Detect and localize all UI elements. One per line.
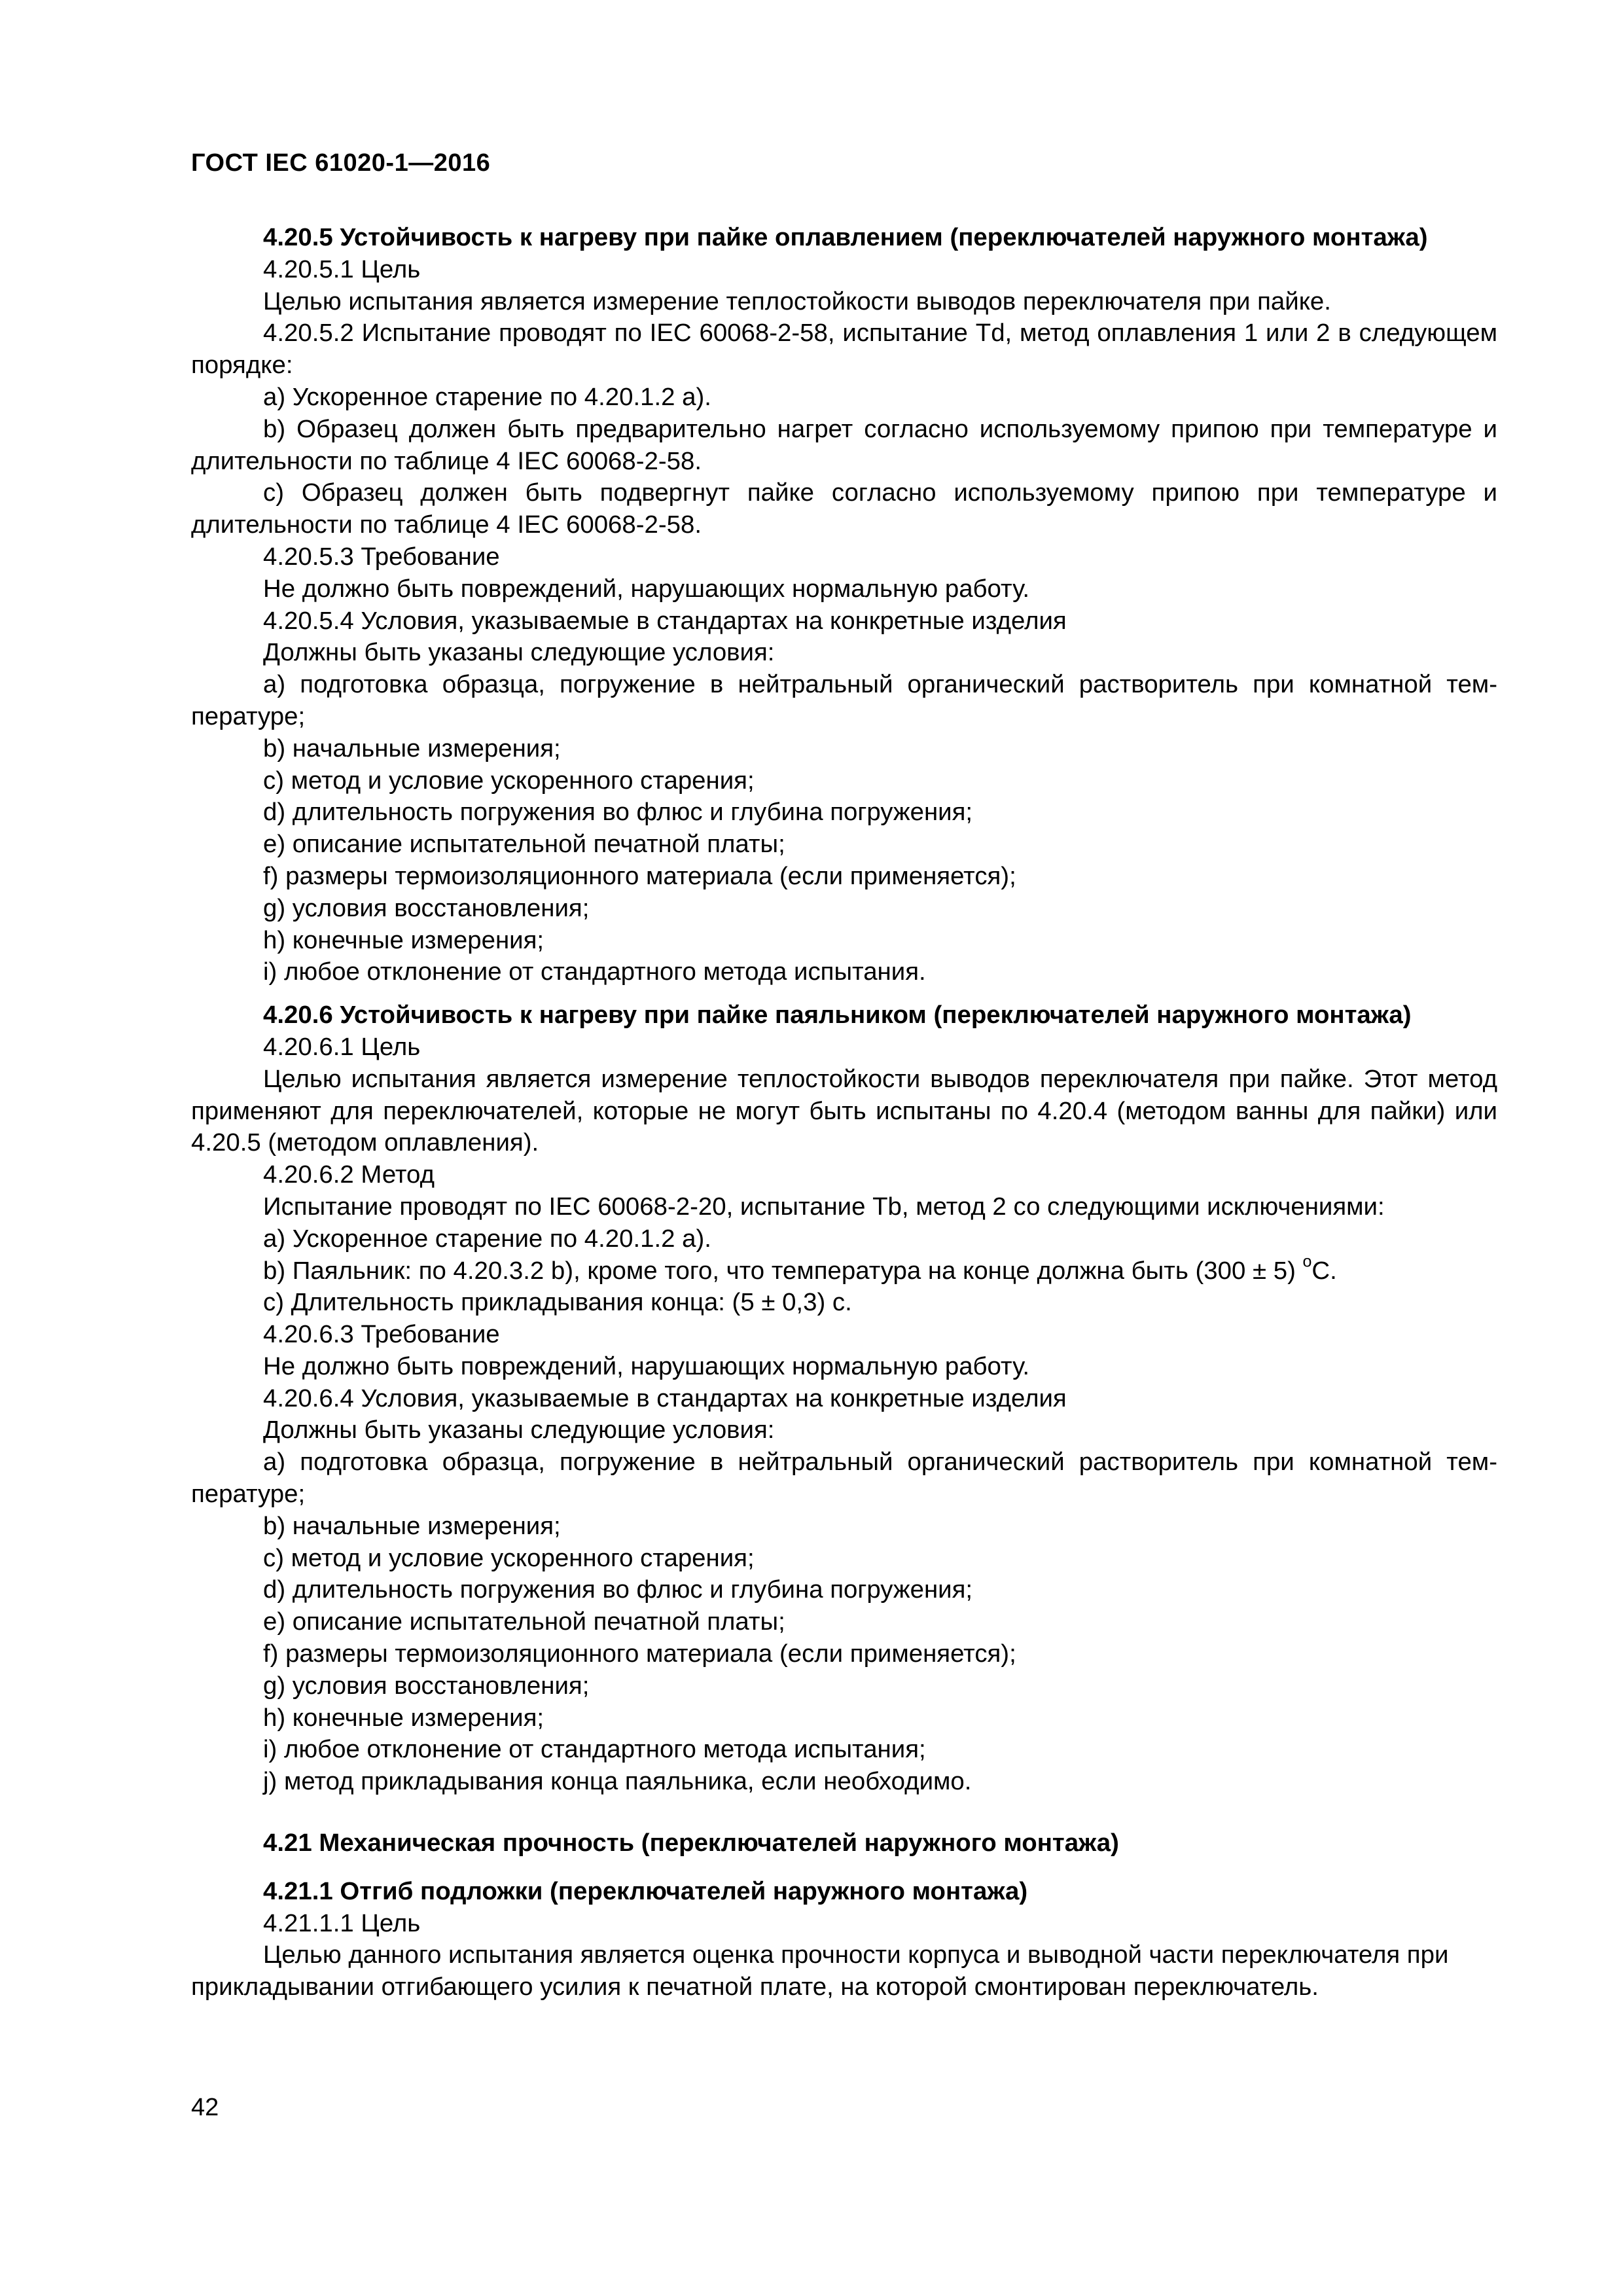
text-run: 4.20.6 Устойчивость к нагреву при пайке паяльником (переключателей наружного монтажа)	[263, 1001, 1412, 1030]
paragraph	[191, 1251, 1497, 1287]
text-run: Не должно быть повреждений, нарушающих нормальную работу.	[263, 1352, 1030, 1380]
paragraph	[191, 1223, 1497, 1255]
paragraph	[191, 637, 1497, 669]
paragraph	[191, 893, 1497, 925]
paragraph	[191, 1383, 1497, 1415]
paragraph	[191, 1734, 1497, 1766]
paragraph	[191, 1908, 1497, 1940]
paragraph	[191, 1351, 1497, 1383]
text-run: b) начальные измерения;	[263, 734, 561, 762]
text-run: d) длительность погружения во флюс и глубина погружения;	[263, 1575, 973, 1604]
text-run: a) подготовка образца, погружение в нейтральный органический растворитель при комнатной температуре;	[191, 670, 1497, 730]
paragraph	[191, 1064, 1497, 1159]
text-run: 4.20.6.3 Требование	[263, 1320, 500, 1349]
paragraph	[191, 382, 1497, 414]
paragraph	[191, 1638, 1497, 1670]
document-body	[191, 222, 1497, 2003]
text-run: c) метод и условие ускоренного старения;	[263, 766, 755, 795]
paragraph	[191, 1159, 1497, 1191]
paragraph	[191, 1191, 1497, 1223]
text-run: 4.20.5.2 Испытание проводят по IEC 60068-2-58, испытание Td, метод оплавления 1 или 2 в следующем порядке:	[191, 319, 1497, 380]
paragraph	[191, 669, 1497, 733]
text-run: d) длительность погружения во флюс и глубина погружения;	[263, 798, 973, 827]
text-run: c) Образец должен быть подвергнут пайке согласно используемому припою при температуре и длительности по таблице 4 IEC 60068-2-58.	[191, 478, 1497, 539]
text-run: C.	[1311, 1256, 1337, 1285]
text-run: Должны быть указаны следующие условия:	[263, 1416, 775, 1444]
paragraph	[191, 765, 1497, 797]
text-run: c) Длительность прикладывания конца: (5 ± 0,3) c.	[263, 1288, 852, 1317]
text-run: c) метод и условие ускоренного старения;	[263, 1543, 755, 1572]
text-run: a) подготовка образца, погружение в нейтральный органический растворитель при комнатной температуре;	[191, 1448, 1497, 1509]
text-run: Должны быть указаны следующие условия:	[263, 638, 775, 667]
text-run: b) начальные измерения;	[263, 1511, 561, 1540]
paragraph	[191, 1670, 1497, 1702]
paragraph	[191, 254, 1497, 286]
paragraph	[191, 1511, 1497, 1543]
section-heading	[191, 1876, 1497, 1908]
paragraph	[191, 1319, 1497, 1351]
text-run: 4.21.1 Отгиб подложки (переключателей наружного монтажа)	[263, 1876, 1028, 1905]
text-run: a) Ускоренное старение по 4.20.1.2 a).	[263, 382, 711, 411]
section-heading	[191, 999, 1497, 1031]
text-run: e) описание испытательной печатной платы;	[263, 1607, 785, 1636]
text-run: Испытание проводят по IEC 60068-2-20, испытание Tb, метод 2 со следующими исключениями:	[263, 1192, 1385, 1221]
paragraph	[191, 605, 1497, 637]
paragraph	[191, 1543, 1497, 1575]
text-run: b) Образец должен быть предварительно нагрет согласно используемому припою при температуре и длительности по таблице 4 IEC 60068-2-58.	[191, 414, 1497, 475]
paragraph	[191, 286, 1497, 318]
text-run: e) описание испытательной печатной платы;	[263, 830, 785, 859]
paragraph	[191, 1766, 1497, 1798]
text-run: Целью испытания является измерение теплостойкости выводов переключателя при пайке. Этот метод применяют для переключателей, которые не могут быть испытаны по 4.20.4 (методом ванны для пайки) или 4.20.5 (методом оплавления).	[191, 1064, 1497, 1157]
paragraph	[191, 925, 1497, 957]
text-run: i) любое отклонение от стандартного метода испытания;	[263, 1735, 926, 1764]
paragraph	[191, 573, 1497, 605]
section-heading	[191, 222, 1497, 254]
text-run: h) конечные измерения;	[263, 1703, 544, 1732]
paragraph	[191, 477, 1497, 541]
paragraph	[191, 733, 1497, 765]
paragraph	[191, 956, 1497, 988]
text-run: i) любое отклонение от стандартного метода испытания.	[263, 958, 926, 986]
text-run: a) Ускоренное старение по 4.20.1.2 a).	[263, 1224, 711, 1253]
paragraph	[191, 1287, 1497, 1319]
paragraph	[191, 797, 1497, 829]
text-run: f) размеры термоизоляционного материала (если применяется);	[263, 861, 1016, 890]
document-code-header: ГОСТ IEC 61020-1—2016	[191, 149, 491, 177]
text-run: Целью данного испытания является оценка прочности корпуса и выводной части переключателя при прикладывании отгибающего усилия к печатной плате, на которой смонтирован переключатель.	[191, 1941, 1449, 2001]
paragraph	[191, 1574, 1497, 1606]
text-run: 4.20.5.1 Цель	[263, 255, 421, 283]
text-run: 4.20.5.4 Условия, указываемые в стандартах на конкретные изделия	[263, 606, 1067, 635]
text-run: 4.20.5 Устойчивость к нагреву при пайке оплавлением (переключателей наружного монтажа)	[263, 223, 1428, 251]
section-heading	[191, 1827, 1497, 1859]
degree-superscript: o	[1302, 1251, 1312, 1270]
paragraph	[191, 1939, 1497, 2003]
paragraph	[191, 1414, 1497, 1446]
text-run: f) размеры термоизоляционного материала (если применяется);	[263, 1640, 1016, 1668]
text-run: Не должно быть повреждений, нарушающих нормальную работу.	[263, 574, 1030, 603]
text-run: g) условия восстановления;	[263, 893, 590, 922]
page-number: 42	[191, 2094, 219, 2121]
paragraph	[191, 1606, 1497, 1638]
text-run: j) метод прикладывания конца паяльника, если необходимо.	[263, 1767, 972, 1796]
paragraph	[191, 1446, 1497, 1511]
text-run: 4.20.6.4 Условия, указываемые в стандартах на конкретные изделия	[263, 1384, 1067, 1412]
paragraph	[191, 1702, 1497, 1734]
paragraph	[191, 541, 1497, 573]
paragraph	[191, 861, 1497, 893]
text-run: 4.20.5.3 Требование	[263, 542, 500, 571]
text-run: b) Паяльник: по 4.20.3.2 b), кроме того, что температура на конце должна быть (300 ± 5)	[263, 1256, 1303, 1285]
paragraph	[191, 317, 1497, 382]
text-run: h) конечные измерения;	[263, 925, 544, 954]
text-run: Целью испытания является измерение теплостойкости выводов переключателя при пайке.	[263, 287, 1331, 315]
text-run: 4.21 Механическая прочность (переключателей наружного монтажа)	[263, 1829, 1119, 1857]
text-run: 4.21.1.1 Цель	[263, 1909, 421, 1937]
text-run: 4.20.6.1 Цель	[263, 1032, 421, 1061]
paragraph	[191, 829, 1497, 861]
paragraph	[191, 414, 1497, 478]
text-run: 4.20.6.2 Метод	[263, 1160, 435, 1189]
paragraph	[191, 1031, 1497, 1064]
text-run: g) условия восстановления;	[263, 1671, 590, 1700]
